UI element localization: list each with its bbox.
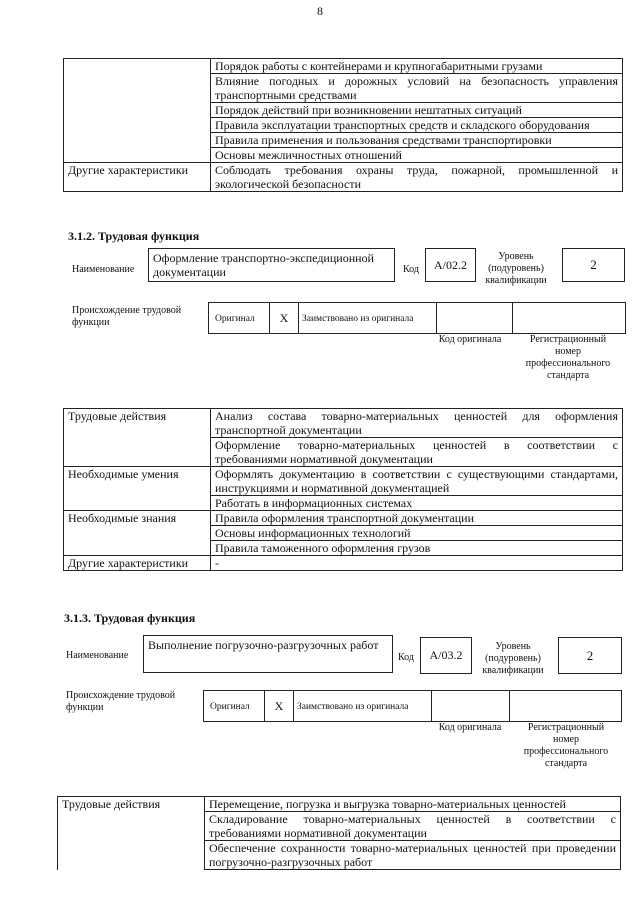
code-label: Код [403,264,419,275]
other-characteristics-value: Соблюдать требования охраны труда, пожарной, промышленной и экологической безопасности [211,163,623,192]
table-row: Правила таможенного оформления грузов [211,541,623,556]
table-row: Складирование товарно-материальных ценностей в соответствии с требованиями нормативной документации [205,812,621,841]
original-mark: X [269,303,299,333]
function-details-table [57,796,621,870]
divider [436,303,437,333]
function-name: Оформление транспортно-экспедиционной документации [148,248,395,282]
origin-box [203,690,622,722]
function-details-table [63,408,623,571]
original-label: Оригинал [210,702,250,712]
skills-label: Необходимые умения [64,467,211,511]
level-label: Уровень (подуровень) квалификации [482,641,544,676]
knowledge-label: Необходимые знания [64,511,211,556]
table-row: Основы межличностных отношений [211,148,623,163]
original-mark: X [264,691,294,721]
level-value: 2 [562,248,625,282]
table-row: Правила оформления транспортной документации [211,511,623,526]
table-row: Основы информационных технологий [211,526,623,541]
other-characteristics-label: Другие характеристики [64,163,211,192]
code-original-label: Код оригинала [438,722,502,733]
divider [431,691,432,721]
table-row: Обеспечение сохранности товарно-материальных ценностей при проведении погрузочно-разгрузочных работ [205,841,621,870]
borrowed-label: Заимствовано из оригинала [302,314,414,324]
section-title: 3.1.2. Трудовая функция [68,229,200,243]
code-value: А/03.2 [420,637,472,674]
level-value: 2 [558,637,622,674]
actions-label: Трудовые действия [58,797,205,870]
knowledge-table-continued [63,58,623,192]
origin-box [208,302,626,334]
divider [512,303,513,333]
original-label: Оригинал [215,314,255,324]
table-row: Перемещение, погрузка и выгрузка товарно-материальных ценностей [205,797,621,812]
section-title: 3.1.3. Трудовая функция [64,611,196,625]
actions-label: Трудовые действия [64,409,211,467]
table-row: Оформлять документацию в соответствии с существующими стандартами, инструкциями и нормативной документацией [211,467,623,496]
registration-number-label: Регистрационный номер профессионального стандарта [525,334,611,381]
table-row: Правила применения и пользования средствами транспортировки [211,133,623,148]
table-row: Правила эксплуатации транспортных средств и складского оборудования [211,118,623,133]
divider [509,691,510,721]
table-row: Порядок действий при возникновении нештатных ситуаций [211,103,623,118]
other-characteristics-value: - [211,556,623,571]
code-original-label: Код оригинала [438,334,502,345]
function-name: Выполнение погрузочно-разгрузочных работ [143,635,393,673]
page-number: 8 [317,4,323,18]
table-row: Анализ состава товарно-материальных ценностей для оформления транспортной документации [211,409,623,438]
level-label: Уровень (подуровень) квалификации [485,251,547,286]
table-row: Оформление товарно-материальных ценностей в соответствии с требованиями нормативной документации [211,438,623,467]
code-value: А/02.2 [425,248,476,282]
name-label: Наименование [66,650,129,661]
borrowed-label: Заимствовано из оригинала [297,702,409,712]
registration-number-label: Регистрационный номер профессионального стандарта [523,722,609,769]
table-row: Порядок работы с контейнерами и крупногабаритными грузами [211,59,623,74]
name-label: Наименование [72,264,135,275]
table-row: Работать в информационных системах [211,496,623,511]
origin-label: Происхождение трудовой функции [66,690,176,713]
table-row: Влияние погодных и дорожных условий на безопасность управления транспортными средствами [211,74,623,103]
origin-label: Происхождение трудовой функции [72,305,182,328]
other-characteristics-label: Другие характеристики [64,556,211,571]
code-label: Код [398,652,414,663]
